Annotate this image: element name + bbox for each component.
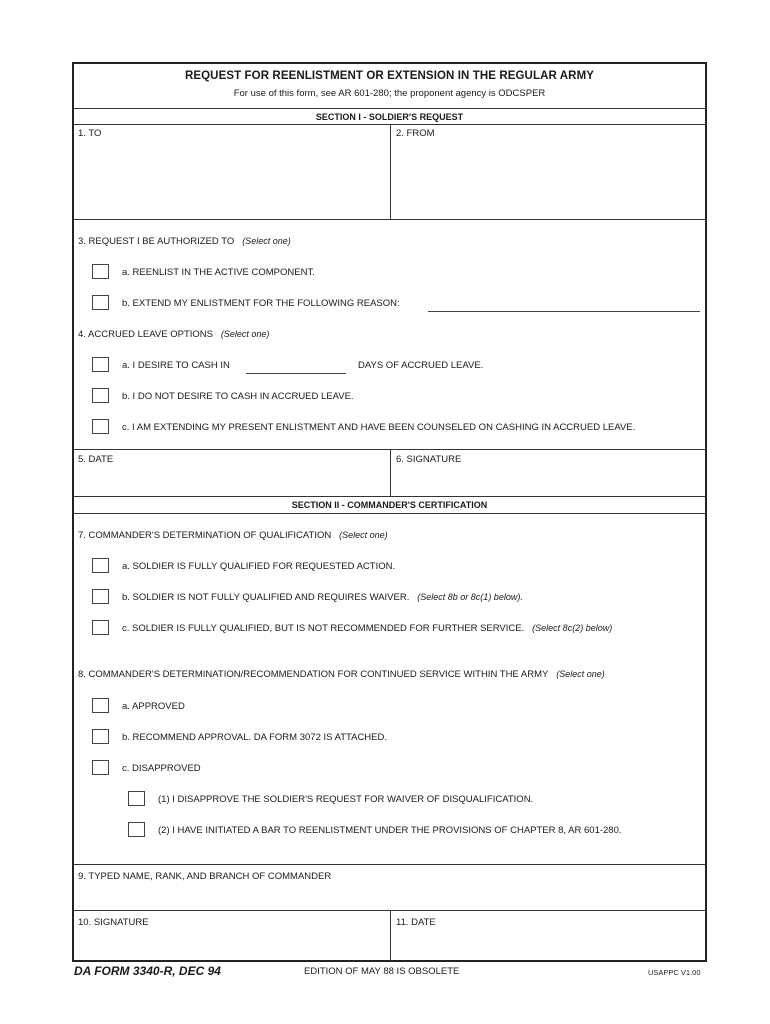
from-field-label: 2. FROM: [396, 128, 435, 139]
divider: [74, 496, 705, 497]
checkbox-7b[interactable]: [92, 589, 109, 604]
checkbox-4b[interactable]: [92, 388, 109, 403]
item-8-note: (Select one): [556, 669, 605, 679]
commander-date-field[interactable]: [392, 930, 705, 960]
option-7c-label: [122, 623, 612, 634]
checkbox-8c[interactable]: [92, 760, 109, 775]
commander-name-field[interactable]: [75, 884, 704, 908]
item-4-text: 4. ACCRUED LEAVE OPTIONS: [78, 329, 213, 340]
item-8-text: 8. COMMANDER'S DETERMINATION/RECOMMENDATION FOR CONTINUED SERVICE WITHIN THE ARMY: [78, 669, 549, 680]
option-3a-label: a. REENLIST IN THE ACTIVE COMPONENT.: [122, 267, 315, 278]
option-8c2-label: (2) I HAVE INITIATED A BAR TO REENLISTMENT UNDER THE PROVISIONS OF CHAPTER 8, AR 601-280.: [158, 825, 622, 836]
item-7-note: (Select one): [339, 530, 388, 540]
days-accrued-leave-field[interactable]: [246, 373, 346, 374]
commander-name-label: 9. TYPED NAME, RANK, AND BRANCH OF COMMANDER: [78, 871, 332, 882]
reenlistment-form: [72, 62, 707, 962]
option-4c-label: c. I AM EXTENDING MY PRESENT ENLISTMENT AND HAVE BEEN COUNSELED ON CASHING IN ACCRUED LEAVE.: [122, 422, 636, 433]
to-field[interactable]: [75, 139, 388, 217]
item-4-label: [78, 329, 269, 340]
checkbox-4a[interactable]: [92, 357, 109, 372]
item-8-label: [78, 669, 605, 680]
item-3-label: [78, 236, 291, 247]
divider: [74, 219, 705, 220]
option-7a-label: a. SOLDIER IS FULLY QUALIFIED FOR REQUESTED ACTION.: [122, 561, 396, 572]
version-label: USAPPC V1.00: [648, 968, 701, 977]
item-7-text: 7. COMMANDER'S DETERMINATION OF QUALIFICATION: [78, 530, 332, 541]
soldier-signature-label: 6. SIGNATURE: [396, 454, 462, 465]
form-title: REQUEST FOR REENLISTMENT OR EXTENSION IN THE REGULAR ARMY: [184, 70, 595, 82]
option-4a-suffix: DAYS OF ACCRUED LEAVE.: [358, 360, 484, 371]
from-field[interactable]: [392, 139, 705, 217]
to-field-label: 1. TO: [78, 128, 102, 139]
divider: [74, 513, 705, 514]
commander-date-label: 11. DATE: [396, 917, 436, 928]
item-3-text: 3. REQUEST I BE AUTHORIZED TO: [78, 236, 235, 247]
item-7-label: [78, 530, 388, 541]
soldier-signature-field[interactable]: [392, 466, 705, 494]
form-subtitle: For use of this form, see AR 601-280; the proponent agency is ODCSPER: [233, 88, 546, 99]
option-4b-label: b. I DO NOT DESIRE TO CASH IN ACCRUED LEAVE.: [122, 391, 354, 402]
checkbox-3b[interactable]: [92, 295, 109, 310]
date-field[interactable]: [75, 466, 388, 494]
checkbox-4c[interactable]: [92, 419, 109, 434]
divider: [74, 864, 705, 865]
checkbox-8b[interactable]: [92, 729, 109, 744]
edition-note: EDITION OF MAY 88 IS OBSOLETE: [304, 966, 460, 977]
item-3-note: (Select one): [242, 236, 291, 246]
commander-signature-label: 10. SIGNATURE: [78, 917, 149, 928]
checkbox-7c[interactable]: [92, 620, 109, 635]
section-2-heading: SECTION II - COMMANDER'S CERTIFICATION: [291, 500, 488, 510]
option-7b-note: (Select 8b or 8c(1) below).: [417, 592, 523, 602]
option-8c-label: c. DISAPPROVED: [122, 763, 201, 774]
option-7b-label: [122, 592, 523, 603]
item-4-note: (Select one): [220, 329, 270, 339]
extension-reason-field[interactable]: [428, 311, 700, 312]
option-4a-label: a. I DESIRE TO CASH IN: [122, 360, 230, 371]
checkbox-3a[interactable]: [92, 264, 109, 279]
divider: [74, 108, 705, 109]
option-7b-text: b. SOLDIER IS NOT FULLY QUALIFIED AND REQUIRES WAIVER.: [122, 592, 410, 603]
option-8c1-label: (1) I DISAPPROVE THE SOLDIER'S REQUEST FOR WAIVER OF DISQUALIFICATION.: [158, 794, 534, 805]
option-7c-text: c. SOLDIER IS FULLY QUALIFIED, BUT IS NOT RECOMMENDED FOR FURTHER SERVICE.: [122, 623, 525, 634]
checkbox-8c2[interactable]: [128, 822, 145, 837]
checkbox-7a[interactable]: [92, 558, 109, 573]
divider: [390, 124, 391, 219]
option-7c-note: (Select 8c(2) below): [532, 623, 613, 633]
divider: [390, 910, 391, 962]
option-8b-label: b. RECOMMEND APPROVAL. DA FORM 3072 IS ATTACHED.: [122, 732, 388, 743]
option-3b-label: b. EXTEND MY ENLISTMENT FOR THE FOLLOWING REASON:: [122, 298, 400, 309]
date-field-label: 5. DATE: [78, 454, 114, 465]
commander-signature-field[interactable]: [75, 930, 388, 960]
checkbox-8c1[interactable]: [128, 791, 145, 806]
checkbox-8a[interactable]: [92, 698, 109, 713]
divider: [390, 449, 391, 496]
form-number: DA FORM 3340-R, DEC 94: [74, 964, 221, 978]
option-8a-label: a. APPROVED: [122, 701, 185, 712]
section-1-heading: SECTION I - SOLDIER'S REQUEST: [315, 112, 464, 122]
